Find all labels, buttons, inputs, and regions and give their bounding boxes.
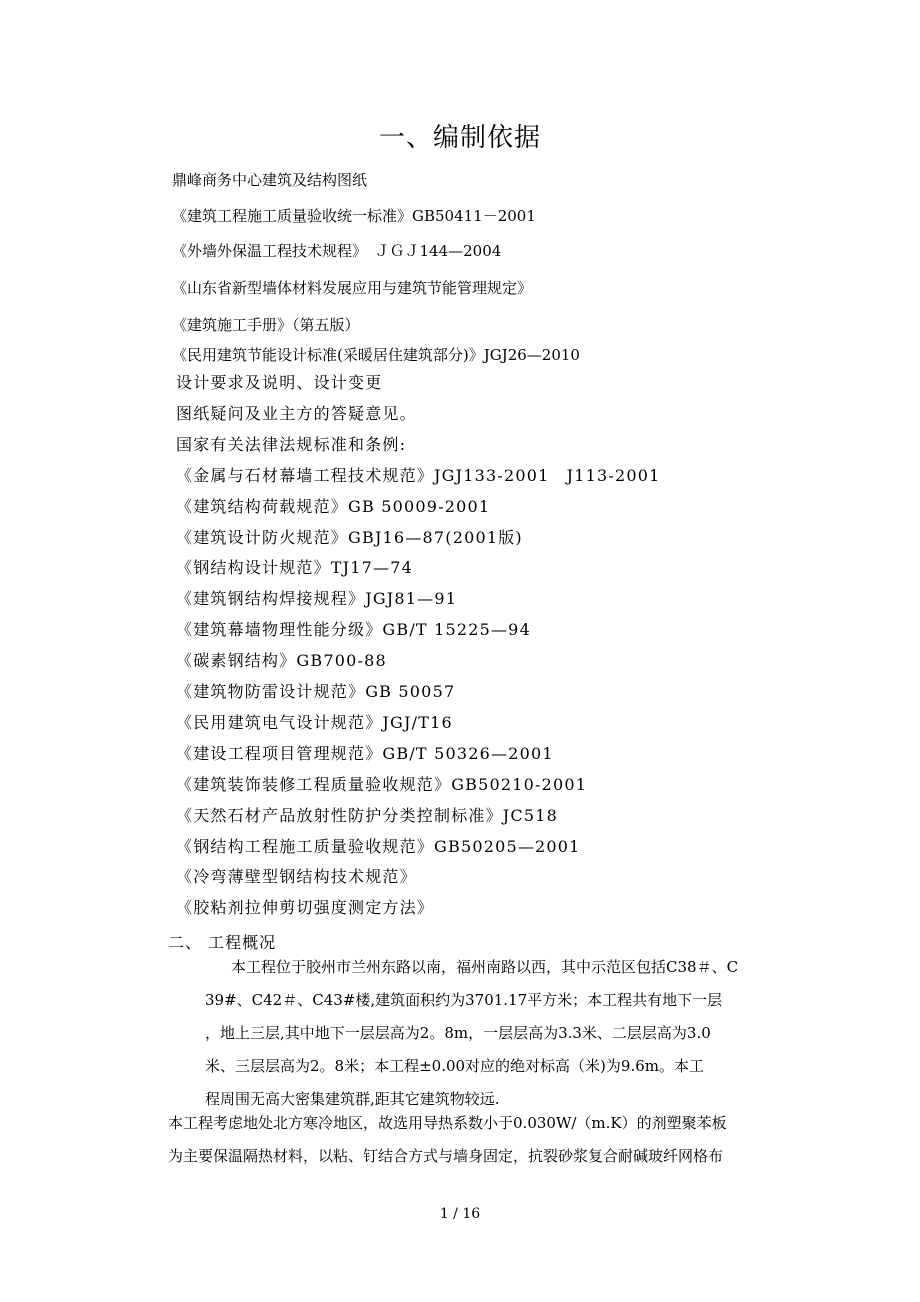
- insulation-paragraph: [168, 1107, 788, 1173]
- basis-item: 《建筑钢结构焊接规程》JGJ81—91: [176, 589, 458, 609]
- basis-item: 《建筑设计防火规范》GBJ16—87(2001版): [176, 527, 523, 547]
- basis-item: 《钢结构工程施工质量验收规范》GB50205—2001: [176, 836, 581, 856]
- overview-paragraph: [205, 951, 785, 1116]
- basis-item: 《碳素钢结构》GB700-88: [176, 651, 387, 671]
- basis-item: 《外墙外保温工程技术规程》 ＪＧＪ144—2004: [172, 242, 502, 260]
- basis-item: 鼎峰商务中心建筑及结构图纸: [172, 171, 368, 189]
- basis-item: 国家有关法律法规标准和条例:: [176, 434, 407, 454]
- overview-line: 米、三层层高为2。8米；本工程±0.00对应的绝对标高（米)为9.6m。本工: [205, 1057, 704, 1075]
- basis-item: 《胶粘剂拉伸剪切强度测定方法》: [176, 898, 435, 918]
- page-number: 1 / 16: [439, 1206, 481, 1222]
- basis-item: 《建设工程项目管理规范》GB/T 50326—2001: [176, 743, 554, 763]
- overview-line: 本工程位于胶州市兰州东路以南，福州南路以西，其中示范区包括C38＃、C: [231, 958, 739, 976]
- insulation-line: 本工程考虑地处北方寒冷地区，故选用导热系数小于0.030W/（m.K）的剂塑聚苯板: [168, 1114, 727, 1132]
- overview-line: 39#、C42＃、C43#楼,建筑面积约为3701.17平方米；本工程共有地下一层: [205, 991, 723, 1009]
- basis-item: 《建筑施工手册》（第五版）: [172, 316, 360, 334]
- basis-item: 《山东省新型墙体材料发展应用与建筑节能管理规定》: [172, 279, 533, 297]
- overview-line: 程周围无高大密集建筑群,距其它建筑物较远.: [205, 1090, 500, 1108]
- basis-item: 《建筑结构荷载规范》GB 50009-2001: [176, 496, 491, 516]
- overview-line: ，地上三层,其中地下一层层高为2。8m，一层层高为3.3米、二层层高为3.0: [205, 1024, 711, 1042]
- section-heading-overview: 二、 工程概况: [168, 933, 277, 952]
- section-heading-basis: 一、编制依据: [378, 123, 541, 153]
- basis-item: 《建筑幕墙物理性能分级》GB/T 15225—94: [176, 620, 531, 640]
- basis-item: 《民用建筑节能设计标准(采暖居住建筑部分)》JGJ26—2010: [172, 346, 580, 364]
- basis-item: 《建筑物防雷设计规范》GB 50057: [176, 682, 456, 701]
- basis-item: 图纸疑问及业主方的答疑意见。: [176, 403, 417, 423]
- basis-item: 《钢结构设计规范》TJ17—74: [176, 558, 414, 578]
- basis-item: 《金属与石材幕墙工程技术规范》JGJ133-2001 J113-2001: [176, 465, 661, 485]
- basis-item: 《建筑装饰装修工程质量验收规范》GB50210-2001: [176, 774, 588, 794]
- insulation-line: 为主要保温隔热材料，以粘、钉结合方式与墙身固定，抗裂砂浆复合耐碱玻纤网格布: [168, 1147, 724, 1165]
- basis-item: 《民用建筑电气设计规范》JGJ/T16: [176, 712, 453, 732]
- basis-item: 《冷弯薄壁型钢结构技术规范》: [176, 867, 417, 887]
- basis-item: 设计要求及说明、设计变更: [176, 373, 383, 392]
- basis-item: 《建筑工程施工质量验收统一标准》GB50411－2001: [172, 207, 536, 225]
- basis-item: 《天然石材产品放射性防护分类控制标准》JC518: [176, 805, 558, 825]
